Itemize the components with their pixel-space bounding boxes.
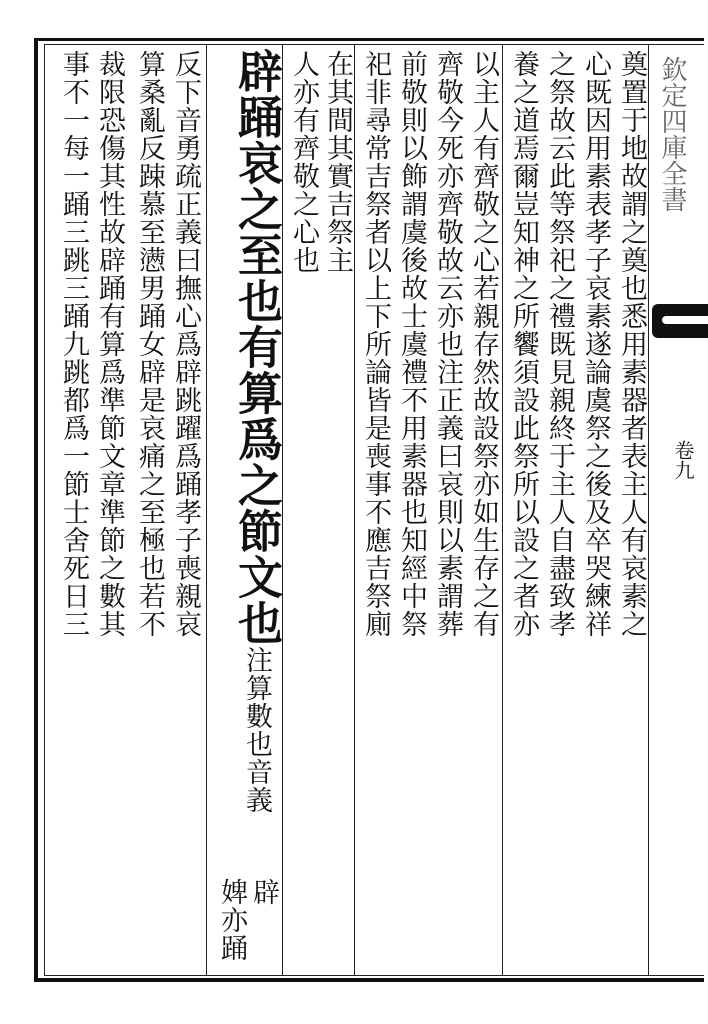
- column-rule: [206, 44, 207, 976]
- text-column: 祀非尋常吉祭者以上下所論皆是喪事不應吉祭廁: [360, 50, 391, 638]
- text-column: 心既因用素表孝子哀素遂論虞祭之後及卒哭練祥: [580, 50, 611, 638]
- juan-label: 卷九: [671, 440, 695, 480]
- column-rule: [502, 44, 503, 976]
- column-rule: [354, 44, 355, 976]
- text-column: 前敬則以飾謂虞後故士虞禮不用素器也知經中祭: [396, 50, 427, 638]
- text-column: 人亦有齊敬之心也: [288, 50, 319, 274]
- text-column: 養之道焉爾豈知神之所饗須設此祭所以設之者亦: [508, 50, 539, 638]
- page-tab-marker: [652, 304, 708, 338]
- note-text: 算數也音義: [241, 674, 272, 814]
- text-column: 以主人有齊敬之心若親存然故設祭亦如生存之有: [468, 50, 499, 638]
- text-column: 在其間其實吉祭主: [322, 50, 353, 274]
- commentary-column: 反下音勇疏正義曰撫心爲辟跳躍爲踊孝子喪親哀: [170, 50, 201, 638]
- commentary-column: 裁限恐傷其性故辟踊有算爲準節文章準節之數其: [94, 50, 125, 638]
- header-partial: 欽定四庫全書: [657, 56, 687, 212]
- commentary-column: 算桑亂反踈慕至懑男踊女辟是哀痛之至極也若不: [134, 50, 165, 638]
- main-text-column: [230, 48, 283, 814]
- main-text: 辟踊哀之至也有算爲之節文也: [230, 48, 283, 646]
- note-tail-2: 婢亦踊: [216, 878, 247, 962]
- column-rule: [648, 44, 649, 976]
- text-column: 之祭故云此等祭祀之禮既見親終于主人自盡致孝: [544, 50, 575, 638]
- commentary-column: 事不一每一踊三跳三踊九跳都爲一節士舍死日三: [58, 50, 89, 638]
- note-tail: 辟: [248, 878, 279, 906]
- note-marker: 注: [241, 646, 272, 674]
- text-column: 奠置于地故謂之奠也悉用素器者表主人有哀素之: [616, 50, 647, 638]
- text-column: 齊敬今死亦齊敬故云亦也注正義曰哀則以素謂葬: [432, 50, 463, 638]
